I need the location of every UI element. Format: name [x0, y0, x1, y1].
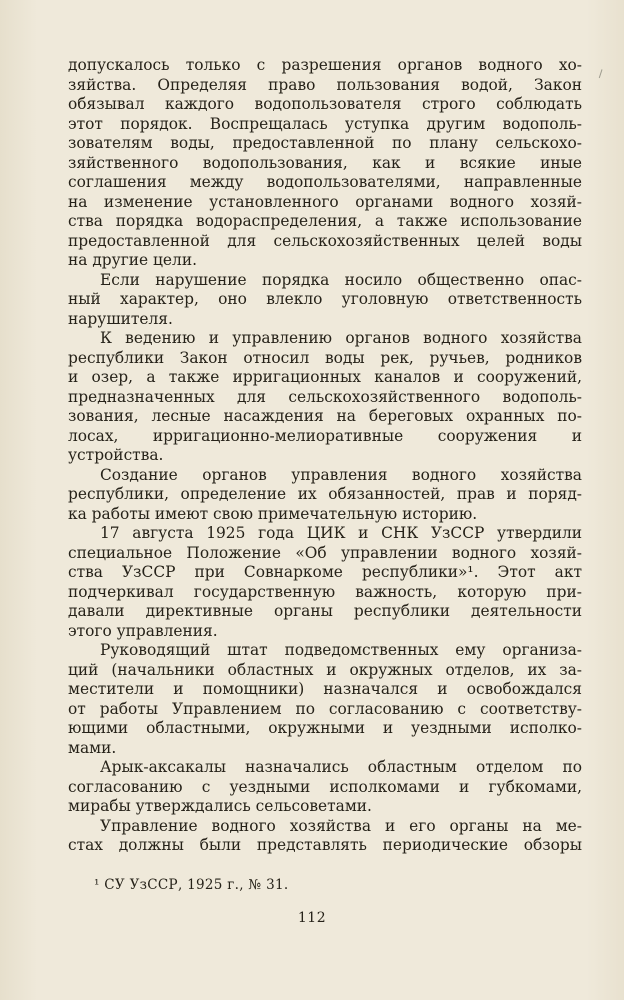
text-line: республики, определение их обязанностей, прав и поряд-: [68, 485, 582, 503]
footnote: ¹ СУ УзССР, 1925 г., № 31.: [94, 877, 289, 893]
text-line: обязывал каждого водопользователя строго соблюдать: [68, 95, 582, 113]
text-line: местители и помощники) назначался и освобождался: [68, 680, 582, 698]
paragraph-start: Если нарушение порядка носило общественно опас-: [100, 270, 582, 289]
text-line: республики Закон относил воды рек, ручьев, родников: [68, 348, 582, 367]
body-text: [68, 56, 582, 856]
text-line: согласованию с уездными исполкомами и губкомами,: [68, 777, 582, 796]
text-line: зяйственного водопользования, как и всякие иные: [68, 153, 582, 172]
text-line: зования, лесные насаждения на береговых охранных по-: [68, 407, 582, 425]
text-line: ный характер, оно влекло уголовную ответственность: [68, 290, 582, 308]
text-line: давали директивные органы республики деятельности: [68, 602, 582, 620]
text-line: зователям воды, предоставленной по плану сельскохо-: [68, 134, 582, 152]
paragraph-start: Арык-аксакалы назначались областным отделом по: [100, 758, 582, 776]
paragraph-start: Создание органов управления водного хозяйства: [100, 465, 582, 484]
page-number: 112: [297, 910, 327, 926]
text-line: от работы Управлением по согласованию с соответству-: [68, 699, 582, 718]
text-line: специальное Положение «Об управлении водного хозяй-: [68, 543, 582, 562]
text-line: лосах, ирригационно-мелиоративные сооружения и: [68, 426, 582, 445]
text-line: этого управления.: [68, 621, 218, 640]
paragraph-start: 17 августа 1925 года ЦИК и СНК УзССР утвердили: [100, 524, 582, 542]
text-line: предоставленной для сельскохозяйственных целей воды: [68, 231, 582, 250]
text-line: нарушителя.: [68, 309, 173, 328]
text-line: соглашения между водопользователями, направленные: [68, 173, 582, 191]
text-line: подчеркивал государственную важность, которую при-: [68, 582, 582, 601]
text-line: этот порядок. Воспрещалась уступка другим водополь-: [68, 114, 582, 133]
text-line: ка работы имеют свою примечательную историю.: [68, 504, 478, 523]
text-line: на другие цели.: [68, 251, 197, 269]
paragraph-start: К ведению и управлению органов водного хозяйства: [100, 329, 582, 347]
text-line: предназначенных для сельскохозяйственного водополь-: [68, 387, 582, 406]
text-line: на изменение установленного органами водного хозяй-: [68, 192, 582, 211]
paragraph-start: Руководящий штат подведомственных ему организа-: [100, 641, 582, 659]
paper-mark: [599, 69, 607, 79]
text-line: зяйства. Определяя право пользования водой, Закон: [68, 75, 582, 94]
text-line: мами.: [68, 738, 117, 757]
text-line: ства УзССР при Совнаркоме республики»¹. Этот акт: [68, 563, 582, 581]
text-line: ций (начальники областных и окружных отделов, их за-: [68, 660, 582, 679]
text-line: ства порядка водораспределения, а также использование: [68, 212, 582, 230]
text-line: и озер, а также ирригационных каналов и сооружений,: [68, 368, 582, 386]
text-line: стах должны были представлять периодические обзоры: [68, 836, 582, 854]
text-line: допускалось только с разрешения органов водного хо-: [68, 56, 582, 74]
text-line: мирабы утверждались сельсоветами.: [68, 797, 372, 815]
text-line: ющими областными, окружными и уездными исполко-: [68, 719, 582, 737]
text-line: устройства.: [68, 446, 164, 464]
paragraph-start: Управление водного хозяйства и его органы на ме-: [100, 816, 582, 835]
